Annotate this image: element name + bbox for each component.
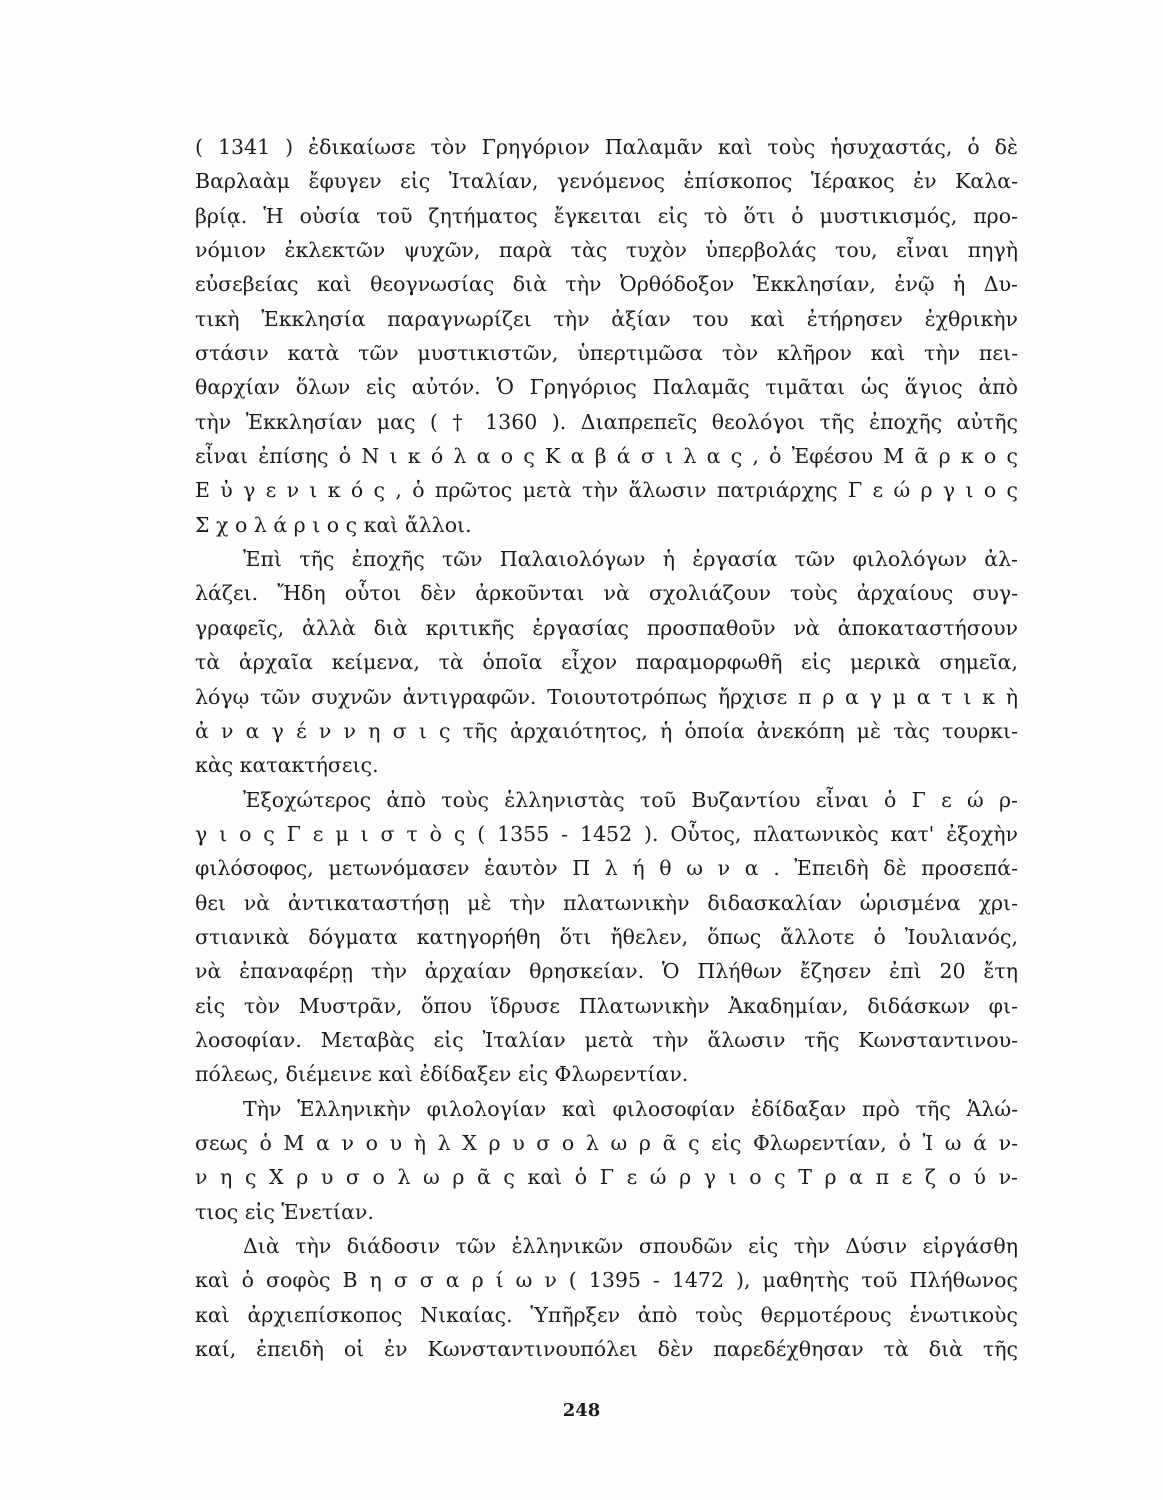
text-line: πόλεως, διέμεινε καὶ ἐδίδαξεν εἰς Φλωρεντίαν. <box>195 1062 689 1087</box>
text-line: καὶ ὁ σοφὸς Β η σ σ α ρ ί ω ν ( 1395 - 1472 ), μαθητὴς τοῦ Πλήθωνος <box>195 1268 1018 1293</box>
text-line: εἰς τὸν Μυστρᾶν, ὅπου ἵδρυσε Πλατωνικὴν Ἀκαδημίαν, διδάσκων φι- <box>195 993 1018 1018</box>
text-line: θει νὰ ἀντικαταστήσῃ μὲ τὴν πλατωνικὴν διδασκαλίαν ὡρισμένα χρι- <box>195 890 1018 915</box>
page-number: 248 <box>562 1400 601 1421</box>
text-line: τιος εἰς Ἑνετίαν. <box>195 1199 374 1224</box>
text-line: καὶ ἀρχιεπίσκοπος Νικαίας. Ὑπῆρξεν ἀπὸ τοὺς θερμοτέρους ἑνωτικοὺς <box>195 1302 1018 1327</box>
text-line: Σ χ ο λ ά ρ ι ο ς καὶ ἄλλοι. <box>195 512 472 537</box>
text-line: λάζει. Ἤδη οὗτοι δὲν ἀρκοῦνται νὰ σχολιάζουν τοὺς ἀρχαίους συγ- <box>195 581 1018 606</box>
text-line: Ἐπὶ τῆς ἐποχῆς τῶν Παλαιολόγων ἡ ἐργασία τῶν φιλολόγων ἀλ- <box>243 547 1018 572</box>
text-line: γραφεῖς, ἀλλὰ διὰ κριτικῆς ἐργασίας προσπαθοῦν νὰ ἀποκαταστήσουν <box>195 615 1018 640</box>
text-line: Τὴν Ἑλληνικὴν φιλολογίαν καὶ φιλοσοφίαν ἐδίδαξαν πρὸ τῆς Ἁλώ- <box>243 1096 1018 1121</box>
text-line: σεως ὁ Μ α ν ο υ ὴ λ Χ ρ υ σ ο λ ω ρ ᾶ ς εἰς Φλωρεντίαν, ὁ Ἰ ω ά ν- <box>195 1130 1018 1155</box>
text-line: εἶναι ἐπίσης ὁ Ν ι κ ό λ α ο ς Κ α β ά σ ι λ α ς , ὁ Ἐφέσου Μ ᾶ ρ κ ο ς <box>195 444 1018 469</box>
text-line: Διὰ τὴν διάδοσιν τῶν ἑλληνικῶν σπουδῶν εἰς τὴν Δύσιν εἰργάσθη <box>243 1234 1018 1258</box>
text-line: λοσοφίαν. Μεταβὰς εἰς Ἰταλίαν μετὰ τὴν ἅλωσιν τῆς Κωνσταντινου- <box>195 1027 1018 1052</box>
text-line: γ ι ο ς Γ ε μ ι σ τ ὸ ς ( 1355 - 1452 ). Οὗτος, πλατωνικὸς κατ' ἐξοχὴν <box>195 821 1018 846</box>
text-line: στιανικὰ δόγματα κατηγορήθη ὅτι ἤθελεν, ὅπως ἄλλοτε ὁ Ἰουλιανός, <box>195 924 1018 949</box>
text-line: νόμιον ἐκλεκτῶν ψυχῶν, παρὰ τὰς τυχὸν ὑπερβολάς του, εἶναι πηγὴ <box>195 238 1018 263</box>
text-line: καί, ἐπειδὴ οἱ ἐν Κωνσταντινουπόλει δὲν παρεδέχθησαν τὰ διὰ τῆς <box>195 1337 1018 1362</box>
text-line: Βαρλαὰμ ἔφυγεν εἰς Ἰταλίαν, γενόμενος ἐπίσκοπος Ἱέρακος ἐν Καλα- <box>195 169 1018 194</box>
text-line: ν η ς Χ ρ υ σ ο λ ω ρ ᾶ ς καὶ ὁ Γ ε ώ ρ γ ι ο ς Τ ρ α π ε ζ ο ύ ν- <box>195 1165 1018 1190</box>
text-line: τὴν Ἐκκλησίαν μας ( † 1360 ). Διαπρεπεῖς θεολόγοι τῆς ἐποχῆς αὐτῆς <box>195 409 1018 434</box>
text-line: εὐσεβείας καὶ θεογνωσίας διὰ τὴν Ὀρθόδοξον Ἐκκλησίαν, ἐνῷ ἡ Δυ- <box>195 272 1018 297</box>
text-line: ἀ ν α γ έ ν ν η σ ι ς τῆς ἀρχαιότητος, ἡ ὁποία ἀνεκόπη μὲ τὰς τουρκι- <box>195 718 1018 743</box>
text-line: κὰς κατακτήσεις. <box>195 753 379 778</box>
text-line: Ἐξοχώτερος ἀπὸ τοὺς ἑλληνιστὰς τοῦ Βυζαντίου εἶναι ὁ Γ ε ώ ρ- <box>243 787 1018 812</box>
text-line: νὰ ἐπαναφέρῃ τὴν ἀρχαίαν θρησκείαν. Ὁ Πλήθων ἔζησεν ἐπὶ 20 ἔτη <box>195 959 1018 984</box>
text-line: τὰ ἀρχαῖα κείμενα, τὰ ὁποῖα εἶχον παραμορφωθῆ εἰς μερικὰ σημεῖα, <box>195 650 1018 675</box>
text-line: στάσιν κατὰ τῶν μυστικιστῶν, ὑπερτιμῶσα τὸν κλῆρον καὶ τὴν πει- <box>195 341 1018 366</box>
body-text <box>195 130 1018 1366</box>
text-line: θαρχίαν ὅλων εἰς αὐτόν. Ὁ Γρηγόριος Παλαμᾶς τιμᾶται ὡς ἅγιος ἀπὸ <box>195 375 1018 400</box>
text-line: Ε ὐ γ ε ν ι κ ό ς , ὁ πρῶτος μετὰ τὴν ἅλωσιν πατριάρχης Γ ε ώ ρ γ ι ο ς <box>195 478 1018 503</box>
text-line: βρίᾳ. Ἡ οὐσία τοῦ ζητήματος ἔγκειται εἰς τὸ ὅτι ὁ μυστικισμός, προ- <box>195 203 1018 228</box>
text-line: τικὴ Ἐκκλησία παραγνωρίζει τὴν ἀξίαν του καὶ ἐτήρησεν ἐχθρικὴν <box>195 306 1018 331</box>
text-line: ( 1341 ) ἐδικαίωσε τὸν Γρηγόριον Παλαμᾶν καὶ τοὺς ἡσυχαστάς, ὁ δὲ <box>195 135 1018 159</box>
text-line: λόγῳ τῶν συχνῶν ἀντιγραφῶν. Τοιουτοτρόπως ἤρχισε π ρ α γ μ α τ ι κ ὴ <box>195 684 1018 709</box>
text-line: φιλόσοφος, μετωνόμασεν ἑαυτὸν Π λ ή θ ω ν α . Ἐπειδὴ δὲ προσεπά- <box>195 856 1018 881</box>
